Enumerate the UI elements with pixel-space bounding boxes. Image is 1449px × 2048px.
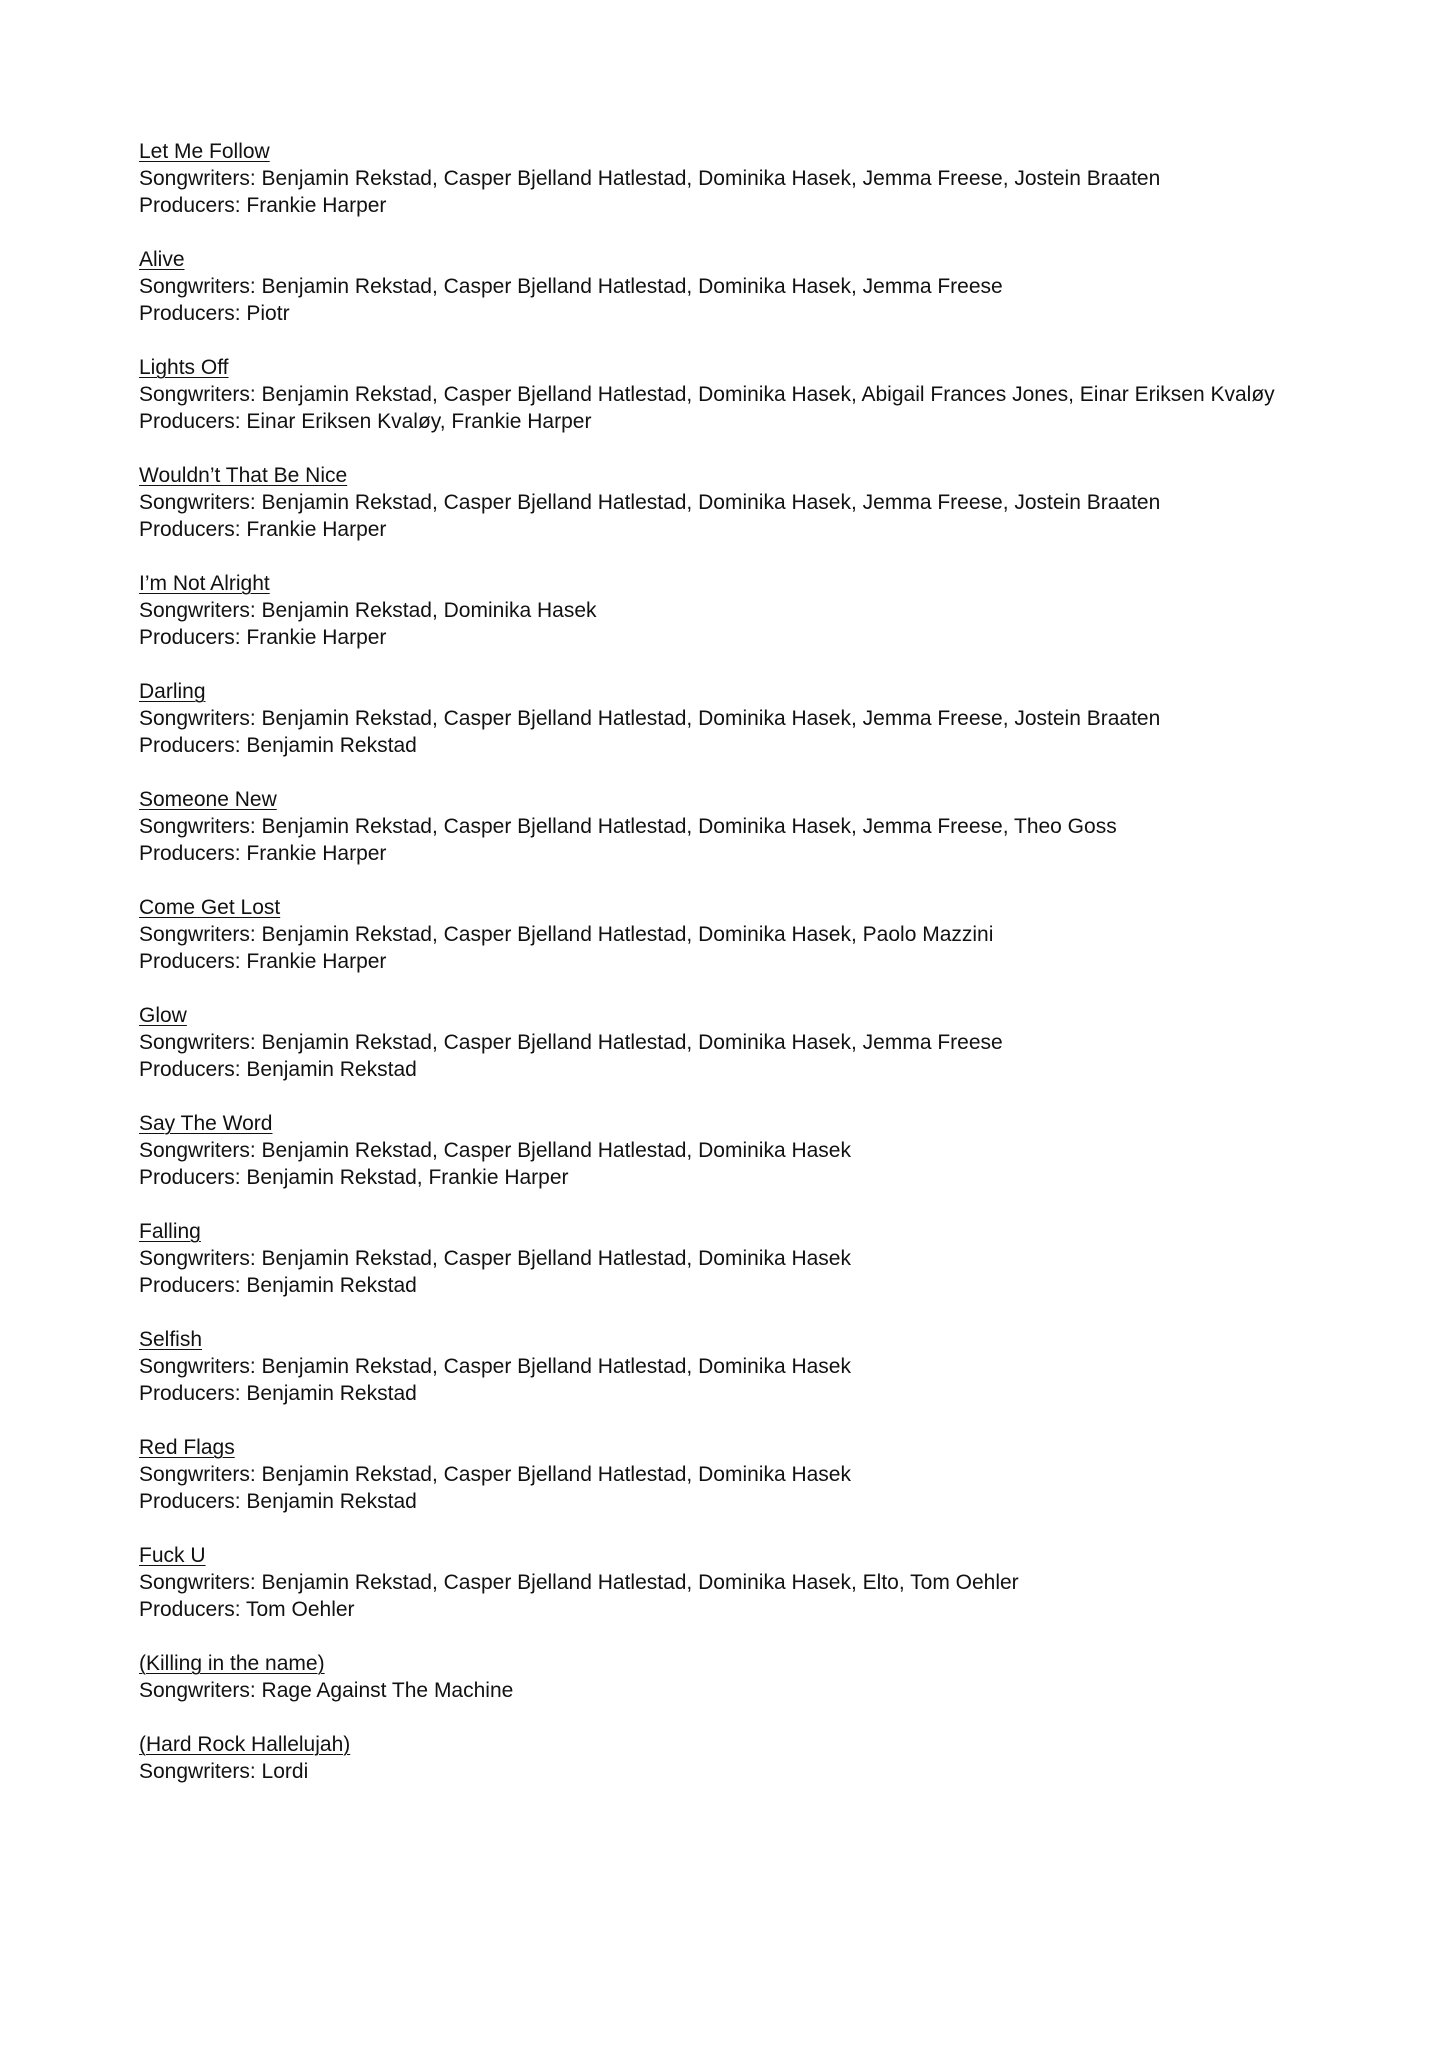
producers-line: Producers: Frankie Harper: [139, 626, 387, 649]
song-entry: [139, 354, 1319, 435]
song-entry: [139, 678, 1319, 759]
songwriters-line: Songwriters: Benjamin Rekstad, Casper Bjelland Hatlestad, Dominika Hasek, Paolo Mazzini: [139, 923, 994, 946]
song-title: Say The Word: [139, 1112, 273, 1135]
song-entry: [139, 1218, 1319, 1299]
song-entry: [139, 462, 1319, 543]
producers-line: Producers: Benjamin Rekstad: [139, 734, 417, 757]
song-title: Wouldn’t That Be Nice: [139, 464, 348, 487]
songwriters-line: Songwriters: Benjamin Rekstad, Casper Bjelland Hatlestad, Dominika Hasek, Jemma Freese, Jostein Braaten: [139, 167, 1161, 190]
song-entry: [139, 1002, 1319, 1083]
song-title: Come Get Lost: [139, 896, 281, 919]
songwriters-line: Songwriters: Benjamin Rekstad, Casper Bjelland Hatlestad, Dominika Hasek, Jemma Freese: [139, 1031, 1003, 1054]
producers-line: Producers: Benjamin Rekstad, Frankie Harper: [139, 1166, 569, 1189]
song-entry: [139, 786, 1319, 867]
producers-line: Producers: Frankie Harper: [139, 950, 387, 973]
song-title: Falling: [139, 1220, 201, 1243]
songwriters-line: Songwriters: Benjamin Rekstad, Casper Bjelland Hatlestad, Dominika Hasek: [139, 1355, 851, 1378]
producers-line: Producers: Benjamin Rekstad: [139, 1490, 417, 1513]
song-title: Alive: [139, 248, 185, 271]
song-title: (Hard Rock Hallelujah): [139, 1733, 351, 1756]
song-entry: [139, 1731, 1319, 1785]
songwriters-line: Songwriters: Benjamin Rekstad, Casper Bjelland Hatlestad, Dominika Hasek, Jemma Freese, Jostein Braaten: [139, 491, 1161, 514]
producers-line: Producers: Benjamin Rekstad: [139, 1274, 417, 1297]
songwriters-line: Songwriters: Benjamin Rekstad, Casper Bjelland Hatlestad, Dominika Hasek: [139, 1247, 851, 1270]
producers-line: Producers: Benjamin Rekstad: [139, 1058, 417, 1081]
songwriters-line: Songwriters: Benjamin Rekstad, Casper Bjelland Hatlestad, Dominika Hasek, Abigail Frances Jones, Einar Eriksen Kvaløy: [139, 383, 1275, 406]
producers-line: Producers: Frankie Harper: [139, 842, 387, 865]
song-entry: [139, 1650, 1319, 1704]
songwriters-line: Songwriters: Benjamin Rekstad, Dominika Hasek: [139, 599, 597, 622]
song-entry: [139, 1326, 1319, 1407]
song-entry: [139, 1542, 1319, 1623]
producers-line: Producers: Frankie Harper: [139, 194, 387, 217]
songwriters-line: Songwriters: Benjamin Rekstad, Casper Bjelland Hatlestad, Dominika Hasek, Elto, Tom Oehler: [139, 1571, 1019, 1594]
song-title: Red Flags: [139, 1436, 235, 1459]
producers-line: Producers: Frankie Harper: [139, 518, 387, 541]
song-entry: [139, 1434, 1319, 1515]
song-entry: [139, 570, 1319, 651]
song-entry: [139, 246, 1319, 327]
producers-line: Producers: Benjamin Rekstad: [139, 1382, 417, 1405]
producers-line: Producers: Einar Eriksen Kvaløy, Frankie Harper: [139, 410, 592, 433]
producers-line: Producers: Piotr: [139, 302, 290, 325]
song-title: I’m Not Alright: [139, 572, 270, 595]
song-title: Fuck U: [139, 1544, 206, 1567]
song-title: Let Me Follow: [139, 140, 270, 163]
songwriters-line: Songwriters: Benjamin Rekstad, Casper Bjelland Hatlestad, Dominika Hasek: [139, 1139, 851, 1162]
songwriters-line: Songwriters: Rage Against The Machine: [139, 1679, 514, 1702]
song-title: Lights Off: [139, 356, 229, 379]
song-title: Someone New: [139, 788, 277, 811]
credits-document: [139, 138, 1319, 1812]
songwriters-line: Songwriters: Benjamin Rekstad, Casper Bjelland Hatlestad, Dominika Hasek, Jemma Freese, Theo Goss: [139, 815, 1117, 838]
song-entry: [139, 894, 1319, 975]
songwriters-line: Songwriters: Benjamin Rekstad, Casper Bjelland Hatlestad, Dominika Hasek, Jemma Freese: [139, 275, 1003, 298]
songwriters-line: Songwriters: Benjamin Rekstad, Casper Bjelland Hatlestad, Dominika Hasek: [139, 1463, 851, 1486]
song-entry: [139, 138, 1319, 219]
songwriters-line: Songwriters: Benjamin Rekstad, Casper Bjelland Hatlestad, Dominika Hasek, Jemma Freese, Jostein Braaten: [139, 707, 1161, 730]
songwriters-line: Songwriters: Lordi: [139, 1760, 309, 1783]
song-title: Darling: [139, 680, 206, 703]
song-title: Glow: [139, 1004, 187, 1027]
song-entry: [139, 1110, 1319, 1191]
song-title: (Killing in the name): [139, 1652, 325, 1675]
song-title: Selfish: [139, 1328, 203, 1351]
producers-line: Producers: Tom Oehler: [139, 1598, 355, 1621]
